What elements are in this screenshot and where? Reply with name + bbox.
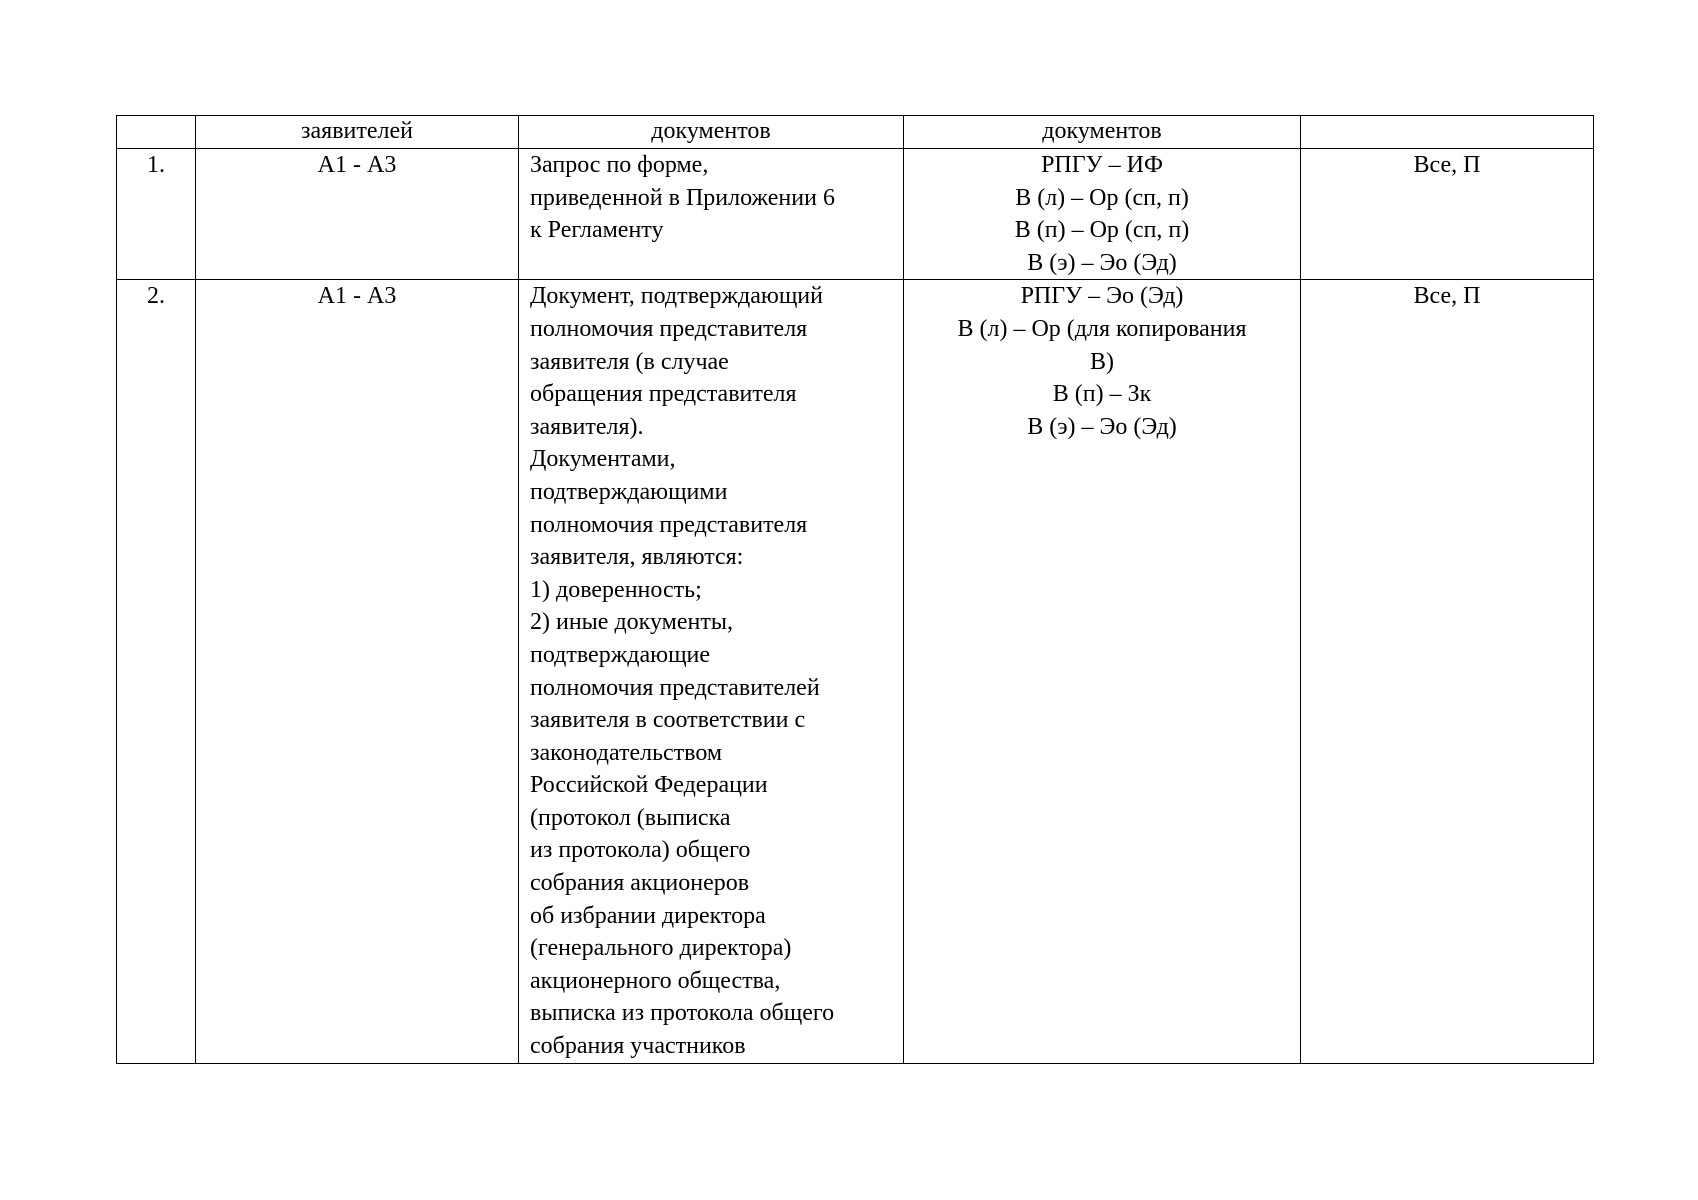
row-applicants: А1 - А3	[196, 280, 519, 1063]
row-scope: Все, П	[1301, 149, 1594, 280]
header-cell-applicants: заявителей	[196, 116, 519, 149]
document-line: заявителя (в случае	[530, 348, 729, 375]
document-line: собрания участников	[530, 1033, 746, 1060]
document-line: подтверждающими	[530, 478, 728, 505]
submission-line: В (э) – Эо (Эд)	[1027, 249, 1177, 276]
row-scope: Все, П	[1301, 280, 1594, 1063]
document-line: заявителя, являются:	[530, 544, 744, 571]
requirements-table	[116, 115, 1594, 1064]
submission-line: В)	[1090, 348, 1114, 375]
document-line: подтверждающие	[530, 641, 711, 668]
submission-line: В (п) – Ор (сп, п)	[1014, 217, 1190, 244]
document-line: обращения представителя	[530, 381, 797, 408]
document-line: (протокол (выписка	[530, 804, 731, 831]
document-line: заявителя в соответствии с	[530, 707, 806, 734]
document-line: полномочия представителя	[530, 511, 808, 538]
table-row	[117, 149, 1594, 280]
document-line: Российской Федерации	[530, 772, 768, 799]
document-line: акционерного общества,	[530, 967, 781, 994]
document-line: выписка из протокола общего	[530, 1000, 835, 1027]
row-submission-methods	[904, 149, 1301, 280]
row-document-text	[519, 280, 904, 1063]
submission-line: В (л) – Ор (сп, п)	[1015, 184, 1189, 211]
submission-line: В (л) – Ор (для копирования	[957, 315, 1247, 342]
header-cell-submission: документов	[904, 116, 1301, 149]
submission-line: РПГУ – ИФ	[1041, 152, 1163, 178]
document-line: Запрос по форме,	[530, 152, 709, 178]
submission-line: В (э) – Эо (Эд)	[1027, 413, 1177, 440]
row-applicants: А1 - А3	[196, 149, 519, 280]
document-line: из протокола) общего	[530, 837, 751, 864]
row-number: 2.	[117, 280, 196, 1063]
row-number: 1.	[117, 149, 196, 280]
submission-line: В (п) – Зк	[1052, 381, 1152, 408]
document-line: 2) иные документы,	[530, 609, 733, 636]
document-line: собрания акционеров	[530, 870, 750, 897]
document-line: Документами,	[530, 446, 676, 473]
document-line: полномочия представителя	[530, 315, 808, 342]
table-row	[117, 280, 1594, 1063]
row-submission-methods	[904, 280, 1301, 1063]
document-line: (генерального директора)	[530, 935, 792, 962]
document-line: 1) доверенность;	[530, 576, 702, 603]
document-line: приведенной в Приложении 6	[530, 184, 835, 211]
document-line: к Регламенту	[530, 217, 664, 244]
submission-line: РПГУ – Эо (Эд)	[1020, 283, 1184, 310]
document-line: полномочия представителей	[530, 674, 820, 701]
document-line: об избрании директора	[530, 902, 766, 929]
header-cell-number	[117, 116, 196, 149]
table-header-row	[117, 116, 1594, 149]
document-line: Документ, подтверждающий	[530, 283, 823, 310]
header-cell-scope	[1301, 116, 1594, 149]
document-line: заявителя).	[530, 413, 644, 440]
header-cell-documents: документов	[519, 116, 904, 149]
document-line: законодательством	[530, 739, 723, 766]
row-document-text	[519, 149, 904, 280]
